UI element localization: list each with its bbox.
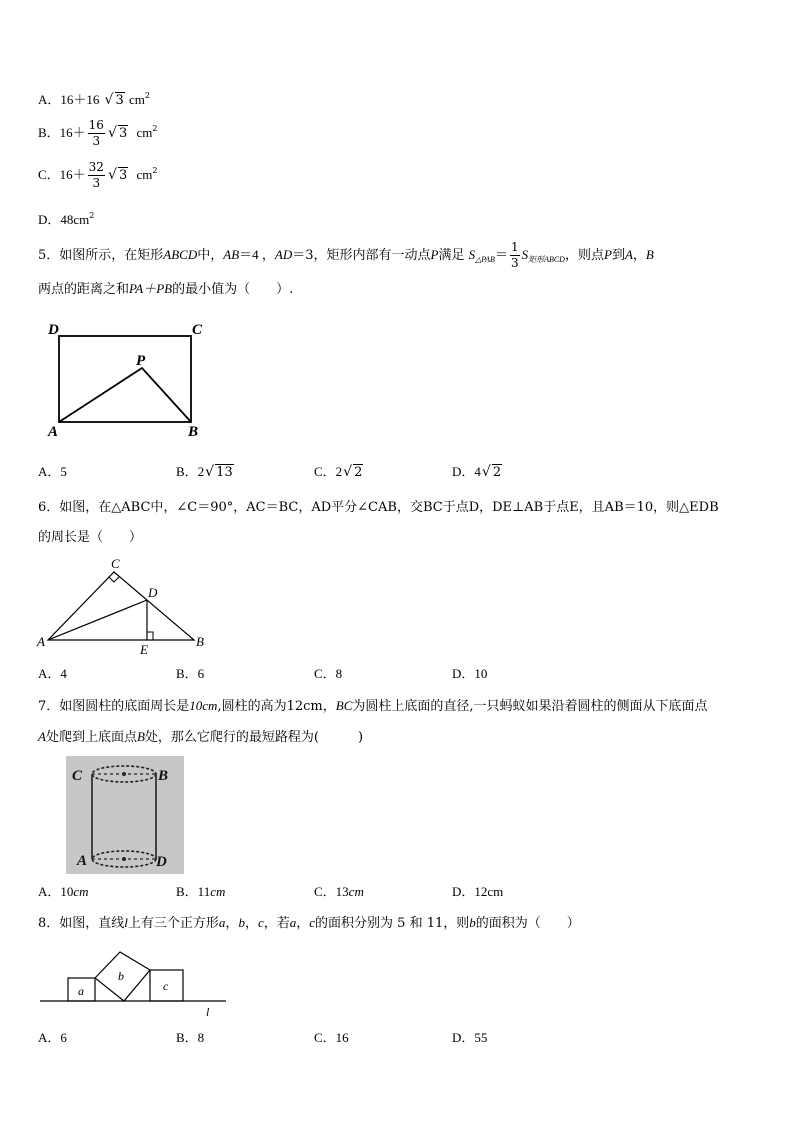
text-fragment: A．5 — [38, 464, 67, 479]
text-fragment: B．6 — [176, 666, 205, 681]
text-fragment: A．10 — [38, 884, 74, 899]
text-fragment: 到 — [611, 248, 625, 263]
text-fragment: C．16 — [314, 1030, 349, 1045]
text-fragment: 3 — [118, 126, 128, 141]
text-fragment: 两点的距离之和 — [38, 282, 130, 297]
q6-option-d — [452, 664, 487, 685]
q6-text-line1 — [38, 498, 719, 518]
text-fragment: b — [469, 915, 476, 930]
text-fragment: 7．如图圆柱的底面周长是 — [38, 699, 190, 714]
path-apb — [59, 368, 191, 422]
text-fragment: 处爬到上底面点 — [45, 730, 137, 745]
text-fragment: 的周长是（ ） — [38, 530, 143, 545]
text-fragment: 8．如图，直线 — [38, 916, 125, 931]
text-fragment: B．11 — [176, 884, 211, 899]
right-angle-mark-e — [147, 632, 153, 640]
cylinder-figure — [66, 756, 184, 874]
text-fragment: B — [136, 729, 145, 744]
text-fragment: ,圆柱的高为12cm， — [217, 699, 336, 714]
text-fragment: 2 — [89, 211, 95, 220]
label-c: C — [72, 768, 83, 784]
sqrt-symbol — [106, 91, 125, 111]
text-fragment: 矩形ABCD — [528, 255, 565, 264]
text-fragment: P — [603, 247, 612, 262]
label-d: D — [148, 585, 158, 600]
label-b: B — [188, 424, 199, 440]
text-fragment: A．16＋16 — [38, 92, 100, 107]
label-a: A — [48, 424, 59, 440]
text-fragment: △PAB — [475, 255, 495, 264]
q8-squares-figure — [38, 944, 230, 1020]
q7-text-line2 — [38, 727, 363, 748]
text-fragment: 16 — [88, 118, 104, 132]
q8-option-d — [452, 1028, 487, 1049]
text-fragment: PA＋PB — [129, 281, 173, 296]
q7-option-a — [38, 882, 89, 903]
text-fragment: 1 — [510, 240, 519, 254]
label-e: E — [140, 642, 148, 657]
text-fragment: 为圆柱上底面的直径,一只蚂蚁如果沿着圆柱的侧面从下底面点 — [352, 699, 708, 714]
q6-option-c — [314, 664, 342, 685]
q5-text-line2 — [38, 279, 293, 300]
text-fragment: ＝ — [494, 247, 508, 262]
sqrt-symbol — [483, 463, 502, 483]
text-fragment: 3 — [92, 134, 101, 148]
text-fragment: A — [624, 247, 633, 262]
segment-ad — [48, 600, 147, 640]
q5-option-b — [176, 462, 234, 483]
text-fragment: 32 — [88, 160, 104, 174]
text-fragment: 的最小值为（ ）. — [172, 282, 294, 297]
q4-option-a — [38, 86, 150, 111]
fraction — [88, 160, 105, 191]
text-fragment: D．4 — [452, 464, 481, 479]
text-fragment: D．12cm — [452, 884, 504, 899]
text-fragment: A — [38, 729, 46, 744]
triangle-abc — [48, 572, 194, 640]
text-fragment: 13 — [216, 465, 233, 480]
text-fragment: BC — [335, 698, 353, 713]
text-fragment: B．2 — [176, 464, 205, 479]
text-fragment: P — [430, 247, 439, 262]
text-fragment: S — [521, 247, 529, 262]
label-a: A — [37, 634, 45, 649]
text-fragment: 2 — [144, 91, 150, 100]
text-fragment: D．55 — [452, 1030, 488, 1045]
text-fragment: B．16＋ — [38, 125, 86, 140]
text-fragment: 3 — [118, 168, 128, 183]
text-fragment: cm — [136, 167, 153, 182]
text-fragment: 的面积为（ ） — [475, 916, 580, 931]
label-p: P — [136, 353, 146, 369]
q7-cylinder-photo — [66, 756, 184, 874]
text-fragment: a — [218, 915, 226, 930]
label-c: C — [111, 556, 120, 571]
text-fragment: AD — [274, 247, 293, 262]
text-fragment: ， — [225, 916, 239, 931]
text-fragment: cm — [210, 884, 226, 899]
top-center-dot — [122, 772, 126, 776]
text-fragment: ， — [296, 916, 310, 931]
text-fragment: C．16＋ — [38, 167, 86, 182]
right-angle-mark-c — [109, 577, 119, 582]
q7-option-c — [314, 882, 364, 903]
text-fragment: ＝4 ， — [239, 247, 275, 262]
label-c: C — [192, 322, 203, 338]
text-fragment: 中， — [197, 248, 224, 263]
sqrt-symbol — [206, 463, 234, 483]
text-fragment: B．8 — [176, 1030, 205, 1045]
q6-option-b — [176, 664, 204, 685]
text-fragment: 3 — [92, 176, 101, 190]
fraction — [88, 118, 105, 149]
text-fragment: 10cm — [189, 698, 218, 713]
text-fragment: b — [238, 915, 245, 930]
text-fragment: cm — [128, 92, 145, 107]
text-fragment: C．2 — [314, 464, 343, 479]
label-b: B — [158, 768, 169, 784]
label-a: A — [77, 853, 88, 869]
label-d: D — [156, 854, 167, 870]
text-fragment: A．6 — [38, 1030, 67, 1045]
q5-option-a — [38, 462, 67, 483]
q6-text-line2 — [38, 528, 142, 548]
q7-option-b — [176, 882, 225, 903]
text-fragment: cm — [348, 884, 364, 899]
text-fragment: ，则点 — [564, 248, 604, 263]
text-fragment: 满足 — [438, 248, 465, 263]
label-c: c — [163, 979, 169, 993]
q8-text — [38, 913, 580, 934]
q4-option-c — [38, 160, 157, 191]
label-b: b — [118, 969, 124, 983]
text-fragment: C．13 — [314, 884, 349, 899]
text-fragment: S — [468, 247, 476, 262]
text-fragment: ，若 — [263, 916, 290, 931]
q8-option-b — [176, 1028, 204, 1049]
q5-text-line1 — [38, 240, 654, 271]
label-a: a — [78, 984, 84, 998]
q4-option-d — [38, 206, 94, 231]
text-fragment: 3 — [510, 256, 519, 270]
text-fragment: cm — [73, 884, 89, 899]
text-fragment: 的面积分别为 5 和 11，则 — [315, 916, 470, 931]
text-fragment: C．8 — [314, 666, 343, 681]
q7-text-line1 — [38, 696, 708, 717]
q6-triangle-figure — [34, 554, 214, 658]
q4-option-b — [38, 118, 157, 149]
q5-option-c — [314, 462, 363, 483]
text-fragment: ， — [244, 916, 258, 931]
sqrt-symbol — [109, 166, 128, 186]
text-fragment: 3 — [115, 93, 124, 108]
text-fragment: AB — [223, 247, 240, 262]
text-fragment: a — [289, 915, 297, 930]
q6-option-a — [38, 664, 67, 685]
bottom-center-dot — [122, 857, 126, 861]
text-fragment: D．10 — [452, 666, 488, 681]
q8-option-a — [38, 1028, 67, 1049]
text-fragment: 2 — [152, 124, 158, 133]
q8-option-c — [314, 1028, 349, 1049]
text-fragment: A．4 — [38, 666, 67, 681]
text-fragment: cm — [136, 125, 153, 140]
text-fragment: 2 — [492, 465, 502, 480]
text-fragment: 6．如图，在△ABC中，∠C＝90°，AC＝BC，AD平分∠CAB，交BC于点D，DE⊥AB于点E，且AB＝10，则△EDB — [38, 500, 719, 515]
text-fragment: c — [309, 915, 316, 930]
text-fragment: B — [645, 247, 654, 262]
text-fragment: 处，那么它爬行的最短路程为( ) — [144, 730, 364, 745]
sqrt-symbol — [109, 124, 128, 144]
q5-rectangle-figure — [40, 316, 220, 441]
text-fragment: 上有三个正方形 — [127, 916, 219, 931]
q7-option-d — [452, 882, 503, 903]
label-d: D — [48, 322, 59, 338]
text-fragment: l — [124, 915, 128, 930]
text-fragment: c — [257, 915, 264, 930]
text-fragment: ， — [632, 248, 646, 263]
text-fragment: ABCD — [163, 247, 198, 262]
q5-option-d — [452, 462, 502, 483]
label-l: l — [206, 1005, 210, 1019]
text-fragment: D．48cm — [38, 212, 90, 227]
text-fragment: ＝3，矩形内部有一动点 — [292, 248, 431, 263]
text-fragment: 5．如图所示，在矩形 — [38, 248, 164, 263]
sqrt-symbol — [344, 463, 363, 483]
text-fragment: 2 — [152, 166, 158, 175]
label-b: B — [196, 634, 204, 649]
fraction — [510, 240, 520, 271]
text-fragment: 2 — [354, 465, 363, 480]
